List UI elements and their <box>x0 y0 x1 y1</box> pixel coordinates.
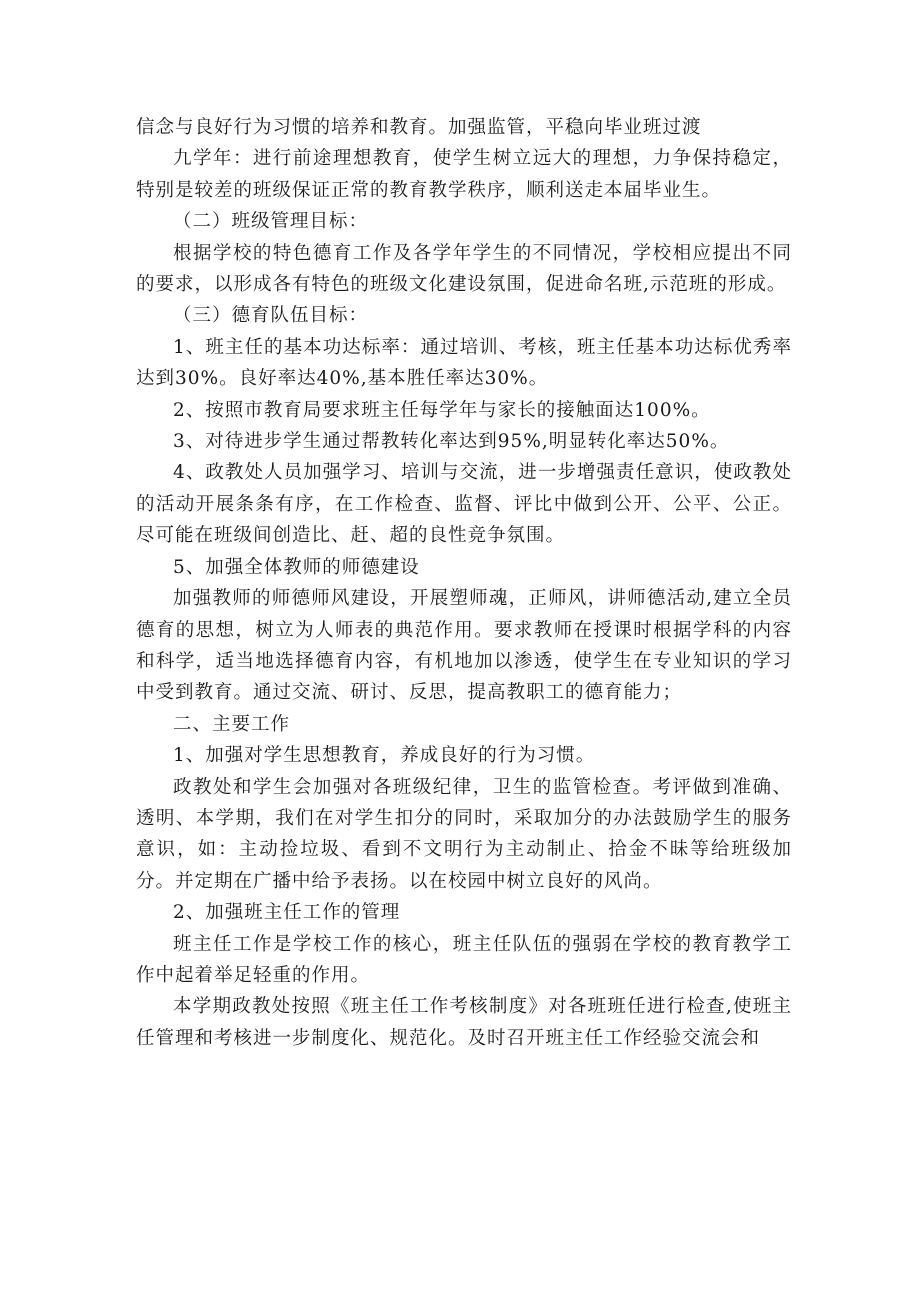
paragraph-continuation: 信念与良好行为习惯的培养和教育。加强监管，平稳向毕业班过渡 <box>136 117 702 138</box>
heading-moral-team-goals: （三）德育队伍目标： <box>173 305 369 327</box>
list-item-1: 1、班主任的基本功达标率：通过培训、考核，班主任基本功达标优秀率达到30%。良好率达40%,基本胜任率达30%。 <box>136 336 792 390</box>
list-item-5: 5、加强全体教师的师德建设 <box>173 556 420 578</box>
paragraph-grade-nine: 九学年：进行前途理想教育，使学生树立远大的理想，力争保持稳定，特别是较差的班级保证正常的教育教学秩序，顺利送走本届毕业生。 <box>136 148 792 201</box>
list-item-4: 4、政教处人员加强学习、培训与交流，进一步增强责任意识，使政教处的活动开展条条有序，在工作检查、监督、评比中做到公开、公平、公正。尽可能在班级间创造比、赶、超的良性竞争氛围。 <box>136 462 792 547</box>
paragraph-head-teacher-core: 班主任工作是学校工作的核心，班主任队伍的强弱在学校的教育教学工作中起着举足轻重的作用。 <box>136 933 792 986</box>
list-item-3: 3、对待进步学生通过帮教转化率达到95%,明显转化率达50%。 <box>173 431 730 453</box>
work-item-2: 2、加强班主任工作的管理 <box>173 902 401 924</box>
paragraph-assessment: 本学期政教处按照《班主任工作考核制度》对各班班任进行检查,使班主任管理和考核进一步制度化、规范化。及时召开班主任工作经验交流会和 <box>136 996 792 1049</box>
paragraph-class-management: 根据学校的特色德育工作及各学年学生的不同情况，学校相应提出不同的要求，以形成各有特色的班级文化建设氛围，促进命名班,示范班的形成。 <box>136 242 792 296</box>
work-item-1: 1、加强对学生思想教育，养成良好的行为习惯。 <box>173 745 596 767</box>
heading-class-management-goals: （二）班级管理目标： <box>173 211 369 233</box>
paragraph-teacher-ethics: 加强教师的师德师风建设，开展塑师魂，正师风，讲师德活动,建立全员德育的思想，树立为人师表的典范作用。要求教师在授课时根据学科的内容和科学，适当地选择德育内容，有机地加以渗透，使学生在专业知识的学习中受到教育。通过交流、研讨、反思，提高教职工的德育能力； <box>136 588 792 704</box>
paragraph-student-council: 政教处和学生会加强对各班级纪律，卫生的监管检查。考评做到准确、透明、本学期，我们在对学生扣分的同时，采取加分的办法鼓励学生的服务意识，如：主动捡垃圾、看到不文明行为主动制止、拾金不昧等给班级加分。并定期在广播中给予表扬。以在校园中树立良好的风尚。 <box>136 776 792 892</box>
document-body <box>136 112 792 1054</box>
list-item-2: 2、按照市教育局要求班主任每学年与家长的接触面达100%。 <box>173 399 711 421</box>
heading-main-work: 二、主要工作 <box>173 713 291 735</box>
